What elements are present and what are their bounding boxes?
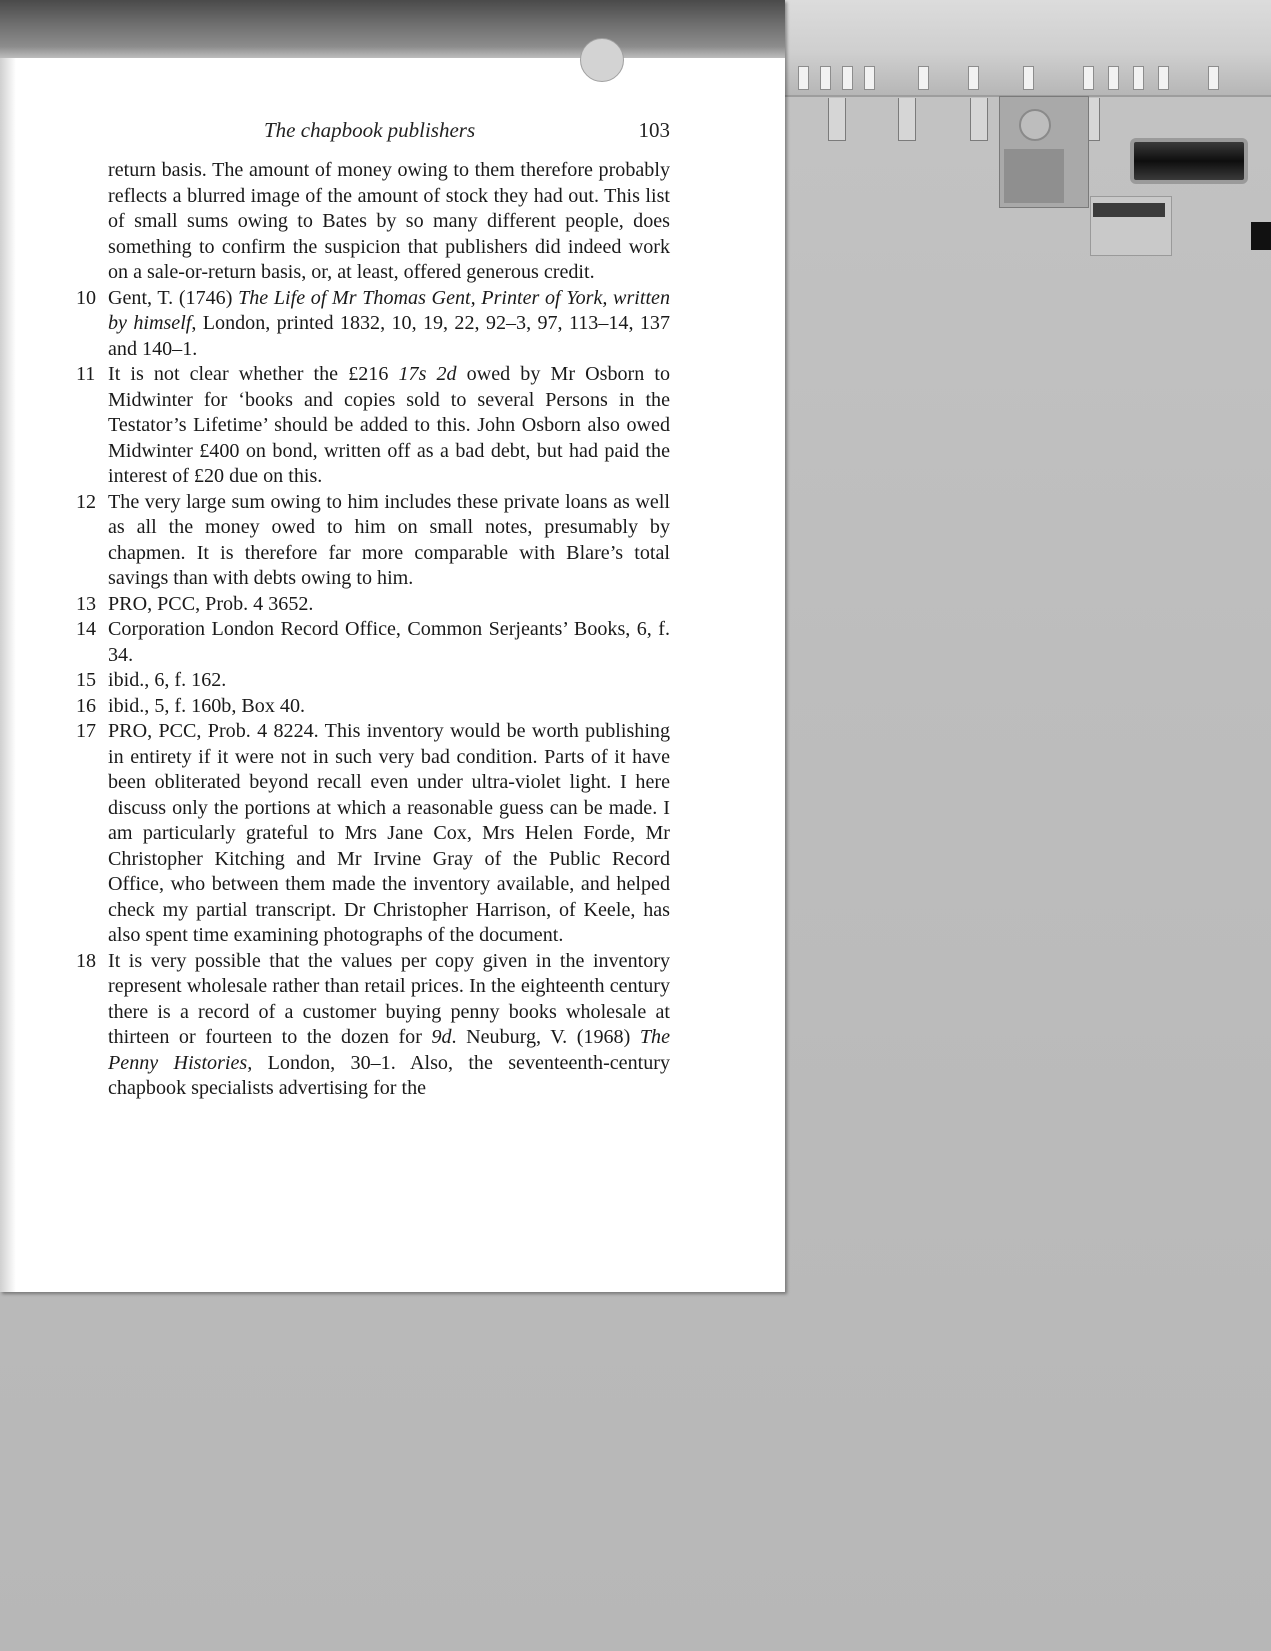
page-number: 103 <box>638 118 670 142</box>
scanner-sensor <box>1090 196 1172 256</box>
note-text: ibid., 5, f. 160b, Box 40. <box>108 694 306 717</box>
note-13 <box>76 592 670 618</box>
note-text: . Neuburg, V. (1968) <box>451 1026 640 1048</box>
note-number: 15 <box>76 669 97 691</box>
note-11 <box>76 362 671 490</box>
page-left-shadow <box>0 58 16 1292</box>
note-number: 16 <box>76 694 97 717</box>
note-15 <box>76 668 670 694</box>
note-italic: 17s 2d <box>398 363 457 385</box>
note-number: 12 <box>76 490 97 513</box>
scanner-roller <box>1130 138 1248 184</box>
rail-slot <box>1108 66 1119 90</box>
rail-slot <box>1208 66 1219 90</box>
note-text: PRO, PCC, Prob. 4 3652. <box>108 592 314 615</box>
rail-slot <box>1158 66 1169 90</box>
note-number: 13 <box>76 592 97 615</box>
running-head <box>108 118 670 146</box>
notes-block <box>76 158 671 1102</box>
latch-window <box>1004 149 1064 203</box>
scanner-edge-mark <box>1251 222 1271 250</box>
note-number: 10 <box>76 286 97 309</box>
note-number: 14 <box>76 618 97 640</box>
rail-slot <box>842 66 853 90</box>
rail-slot <box>1083 66 1094 90</box>
note-text: owed by Mr Osborn to Midwinter for ‘books and copies sold to several Persons in the Testator’s Lifetime’ should be added to this. John Osborn also owed Midwinter £400 on bond, written off as a bad debt, but had paid the interest of £20 due on this. <box>108 363 671 487</box>
note-text: It is not clear whether the £216 <box>108 363 399 385</box>
scanner-top-rail <box>778 0 1271 97</box>
note-italic: 9d <box>431 1026 452 1048</box>
note-text: ibid., 6, f. 162. <box>108 669 227 691</box>
latch-circle <box>1019 109 1051 141</box>
scanner-latch <box>999 96 1089 208</box>
note-italic: The Penny Histories, <box>108 1026 670 1074</box>
note-italic: The Life of Mr Thomas Gent, Printer of York, written by himself <box>108 286 670 334</box>
opening-paragraph: return basis. The amount of money owing to them therefore probably reflects a blurred image of the amount of stock they had out. This list of small sums owing to Bates by so many different people, does something to confirm the suspicion that publishers did indeed work on a sale-or-return basis, or, at least, offered generous credit. <box>108 159 670 283</box>
note-17 <box>76 719 670 949</box>
rail-slot <box>1023 66 1034 90</box>
rail-slot <box>968 66 979 90</box>
rail-slot <box>798 66 809 90</box>
scanner-clip <box>828 98 846 141</box>
rail-slot <box>864 66 875 90</box>
note-text: Gent, T. (1746) <box>108 286 239 309</box>
scanner-clip <box>898 98 916 141</box>
note-number: 17 <box>76 720 97 742</box>
note-16 <box>76 694 670 720</box>
note-18 <box>76 949 671 1102</box>
sensor-strip <box>1093 203 1165 217</box>
note-number: 18 <box>76 949 97 972</box>
page-top-shadow <box>0 0 785 58</box>
note-text: Corporation London Record Office, Common Serjeants’ Books, 6, f. 34. <box>108 618 670 666</box>
note-text: PRO, PCC, Prob. 4 8224. This inventory would be worth publishing in entirety if it were not in such very bad condition. Parts of it have been obliterated beyond recall even under ultra-violet light. I here discuss only the portions at which a reasonable guess can be made. I am particularly grateful to Mrs Jane Cox, Mrs Helen Forde, Mr Christopher Kitching and Mr Irvine Gray of the Public Record Office, who between them made the inventory available, and helped check my partial transcript. Dr Christopher Harrison, of Keele, has also spent time examining photographs of the document. <box>108 720 670 946</box>
running-head-title: The chapbook publishers <box>264 118 476 142</box>
scanner-clip <box>970 98 988 141</box>
note-text: The very large sum owing to him includes these private loans as well as all the money owed to him on small notes, presumably by chapmen. It is therefore far more comparable with Blare’s total savings than with debts owing to him. <box>108 490 670 589</box>
note-text: , London, printed 1832, 10, 19, 22, 92–3, 97, 113–14, 137 and 140–1. <box>108 312 670 360</box>
rail-slot <box>820 66 831 90</box>
note-12 <box>76 490 670 592</box>
note-number: 11 <box>76 363 96 385</box>
note-text: It is very possible that the values per copy given in the inventory represent wholesale rather than retail prices. In the eighteenth century there is a record of a customer buying penny books wholesale at thirteen or fourteen to the dozen for <box>108 949 670 1048</box>
rail-slot <box>918 66 929 90</box>
note-14 <box>76 617 670 668</box>
note-10 <box>76 286 670 363</box>
note-text: London, 30–1. Also, the seventeenth-century chapbook specialists advertising for the <box>108 1051 671 1099</box>
scanned-page <box>0 0 785 1292</box>
rail-slot <box>1133 66 1144 90</box>
punch-hole <box>580 38 624 82</box>
